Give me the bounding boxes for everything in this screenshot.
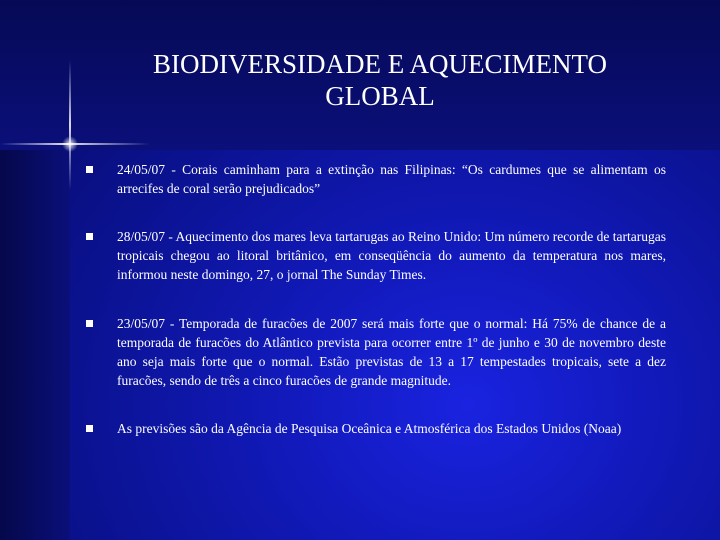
bullet-text: 24/05/07 - Corais caminham para a extinção nas Filipinas: “Os cardumes que se alimentam os arrecifes de coral serão prejudicados” (117, 162, 666, 196)
bullet-item-furacoes (86, 314, 666, 390)
star-sparkle-vertical-ray (69, 60, 71, 190)
square-bullet-icon (86, 166, 93, 173)
square-bullet-icon (86, 320, 93, 327)
slide-title-line-2: GLOBAL (325, 81, 435, 111)
bullet-text: As previsões são da Agência de Pesquisa Oceânica e Atmosférica dos Estados Unidos (Noaa) (117, 421, 622, 436)
bullet-text: 28/05/07 - Aquecimento dos mares leva tartarugas ao Reino Unido: Um número recorde de tartarugas tropicais chegou ao litoral britânico, em conseqüência do aumento da temperatura nos mares, informou neste domingo, 27, o jornal The Sunday Times. (117, 229, 666, 282)
square-bullet-icon (86, 233, 93, 240)
slide-title (80, 48, 680, 112)
bullet-list (86, 160, 666, 438)
star-sparkle-core (62, 136, 78, 152)
bullet-item-noaa (86, 419, 666, 438)
slide-title-line-1: BIODIVERSIDADE E AQUECIMENTO (153, 49, 607, 79)
bullet-item-corais (86, 160, 666, 198)
bullet-text: 23/05/07 - Temporada de furacões de 2007 será mais forte que o normal: Há 75% de chance de a temporada de furacões do Atlântico prevista para ocorrer entre 1º de junho e 30 de novembro deste ano seja mais forte que o normal. Estão previstas de 13 a 17 tempestades tropicais, sete a dez furacões, sendo de três a cinco furacões de grande magnitude. (117, 316, 666, 388)
bullet-item-tartarugas (86, 227, 666, 284)
square-bullet-icon (86, 425, 93, 432)
